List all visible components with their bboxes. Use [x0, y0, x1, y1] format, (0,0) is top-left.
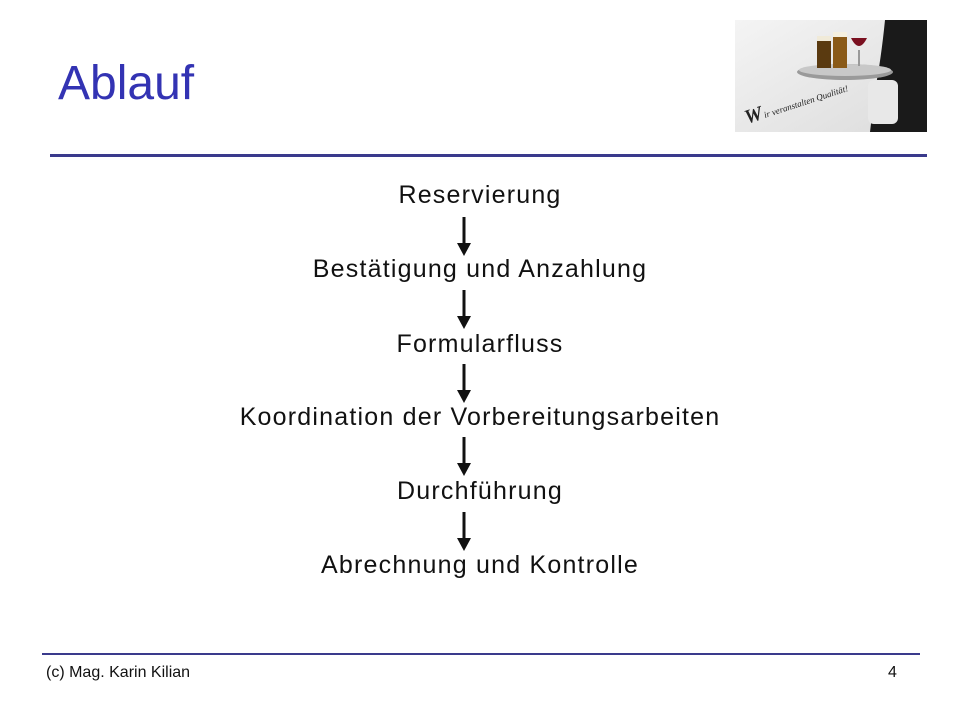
waiter-tray-logo: [735, 20, 927, 132]
arrow-down-icon: [455, 217, 473, 257]
flow-step-koordination: Koordination der Vorbereitungsarbeiten: [239, 403, 721, 431]
flow-step-bestaetigung: Bestätigung und Anzahlung: [312, 255, 648, 283]
arrow-down-icon: [455, 437, 473, 477]
svg-text:ir veranstalten Qualität!: ir veranstalten Qualität!: [762, 83, 850, 120]
flow-step-durchfuehrung: Durchführung: [397, 477, 563, 505]
flow-step-reservierung: Reservierung: [398, 181, 562, 209]
slide-title: Ablauf: [58, 57, 195, 110]
footer-author: (c) Mag. Karin Kilian: [46, 664, 191, 681]
header-divider: [50, 154, 927, 157]
flow-step-abrechnung: Abrechnung und Kontrolle: [321, 551, 639, 579]
svg-text:W: W: [741, 102, 766, 129]
arrow-down-icon: [455, 290, 473, 330]
flow-step-formularfluss: Formularfluss: [396, 330, 564, 358]
footer-divider: [42, 653, 920, 655]
arrow-down-icon: [455, 512, 473, 552]
page-number: 4: [888, 664, 897, 681]
arrow-down-icon: [455, 364, 473, 404]
